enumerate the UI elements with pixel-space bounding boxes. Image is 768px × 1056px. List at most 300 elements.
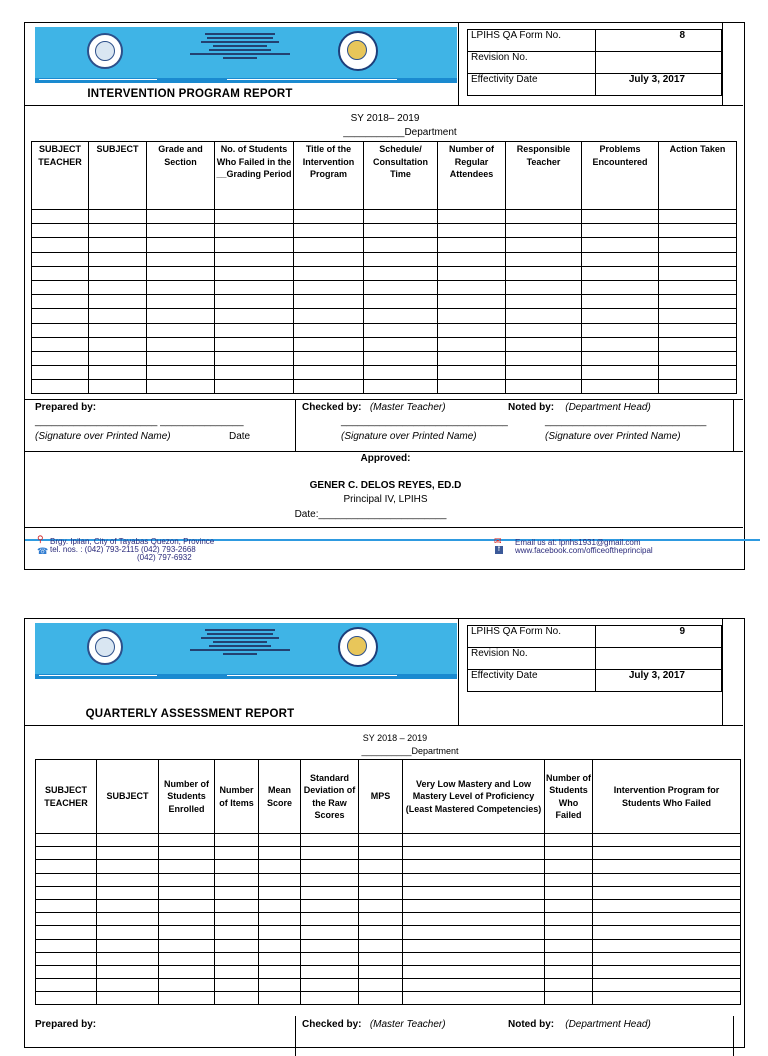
table-cell[interactable]	[403, 965, 545, 978]
school-header-banner	[35, 623, 457, 679]
table-cell[interactable]	[364, 224, 438, 238]
table-cell[interactable]	[582, 266, 659, 280]
table-cell[interactable]	[506, 238, 582, 252]
table-cell[interactable]	[215, 210, 294, 224]
table-cell[interactable]	[506, 366, 582, 380]
table-cell[interactable]	[545, 886, 593, 899]
table-cell[interactable]	[215, 834, 259, 847]
table-cell[interactable]	[545, 939, 593, 952]
table-cell[interactable]	[97, 834, 159, 847]
table-cell[interactable]	[545, 992, 593, 1005]
table-cell[interactable]	[259, 847, 301, 860]
table-cell[interactable]	[364, 309, 438, 323]
table-cell[interactable]	[294, 252, 364, 266]
table-cell[interactable]	[97, 979, 159, 992]
table-cell[interactable]	[147, 366, 215, 380]
table-cell[interactable]	[582, 210, 659, 224]
table-cell[interactable]	[506, 295, 582, 309]
table-cell[interactable]	[215, 965, 259, 978]
table-cell[interactable]	[545, 913, 593, 926]
table-cell[interactable]	[259, 952, 301, 965]
table-cell[interactable]	[159, 834, 215, 847]
table-cell[interactable]	[359, 873, 403, 886]
table-cell[interactable]	[159, 939, 215, 952]
school-tagline-right	[227, 673, 397, 679]
table-cell[interactable]	[582, 366, 659, 380]
table-cell[interactable]	[32, 266, 89, 280]
table-cell[interactable]	[159, 860, 215, 873]
table-cell[interactable]	[36, 899, 97, 912]
table-cell[interactable]	[403, 886, 545, 899]
table-cell[interactable]	[359, 926, 403, 939]
table-cell[interactable]	[32, 309, 89, 323]
table-cell[interactable]	[36, 939, 97, 952]
table-cell[interactable]	[364, 295, 438, 309]
column-header: No. of Students Who Failed in the __Grading Period	[215, 142, 294, 210]
checked-by-role: (Master Teacher)	[369, 1019, 446, 1030]
table-cell[interactable]	[32, 380, 89, 394]
table-cell[interactable]	[659, 280, 737, 294]
table-cell[interactable]	[89, 380, 147, 394]
table-cell[interactable]	[545, 979, 593, 992]
table-cell[interactable]	[147, 323, 215, 337]
column-header: Action Taken	[659, 142, 737, 210]
table-cell[interactable]	[438, 280, 506, 294]
form-title: INTERVENTION PROGRAM REPORT	[87, 88, 293, 100]
table-cell[interactable]	[403, 926, 545, 939]
table-cell[interactable]	[215, 238, 294, 252]
column-header: Grade and Section	[147, 142, 215, 210]
table-cell[interactable]	[582, 337, 659, 351]
table-cell[interactable]	[506, 380, 582, 394]
table-cell[interactable]	[147, 295, 215, 309]
table-cell[interactable]	[438, 309, 506, 323]
table-cell[interactable]	[438, 366, 506, 380]
table-cell[interactable]	[545, 952, 593, 965]
table-cell[interactable]	[301, 926, 359, 939]
table-cell[interactable]	[159, 873, 215, 886]
table-cell[interactable]	[259, 979, 301, 992]
table-cell[interactable]	[147, 252, 215, 266]
table-cell[interactable]	[438, 252, 506, 266]
table-cell[interactable]	[159, 965, 215, 978]
table-cell[interactable]	[659, 351, 737, 365]
table-cell[interactable]	[582, 224, 659, 238]
table-cell[interactable]	[259, 899, 301, 912]
approval-date-field[interactable]: Date:_______________________	[294, 509, 447, 520]
table-cell[interactable]	[593, 926, 741, 939]
table-cell[interactable]	[438, 351, 506, 365]
table-cell[interactable]	[32, 295, 89, 309]
table-cell[interactable]	[215, 992, 259, 1005]
table-cell[interactable]	[89, 238, 147, 252]
table-cell[interactable]	[32, 238, 89, 252]
table-cell[interactable]	[32, 351, 89, 365]
table-cell[interactable]	[294, 351, 364, 365]
table-cell[interactable]	[659, 295, 737, 309]
table-cell[interactable]	[36, 913, 97, 926]
table-cell[interactable]	[259, 913, 301, 926]
table-cell[interactable]	[403, 913, 545, 926]
table-cell[interactable]	[259, 886, 301, 899]
table-cell[interactable]	[593, 979, 741, 992]
table-cell[interactable]	[32, 224, 89, 238]
column-header: Problems Encountered	[582, 142, 659, 210]
table-cell[interactable]	[36, 926, 97, 939]
table-cell[interactable]	[593, 992, 741, 1005]
table-cell[interactable]	[159, 979, 215, 992]
table-cell[interactable]	[301, 992, 359, 1005]
column-header: Responsible Teacher	[506, 142, 582, 210]
table-cell[interactable]	[294, 280, 364, 294]
table-cell[interactable]	[659, 252, 737, 266]
table-cell[interactable]	[545, 926, 593, 939]
table-cell[interactable]	[659, 266, 737, 280]
table-cell[interactable]	[97, 939, 159, 952]
table-cell[interactable]	[545, 873, 593, 886]
table-cell[interactable]	[259, 873, 301, 886]
table-cell[interactable]	[89, 224, 147, 238]
table-cell[interactable]	[301, 913, 359, 926]
table-cell[interactable]	[364, 337, 438, 351]
table-cell[interactable]	[97, 860, 159, 873]
table-cell[interactable]	[506, 280, 582, 294]
table-cell[interactable]	[259, 860, 301, 873]
table-row	[32, 252, 737, 266]
noted-signature-caption: (Signature over Printed Name)	[545, 431, 681, 442]
table-cell[interactable]	[32, 323, 89, 337]
table-cell[interactable]	[89, 309, 147, 323]
table-cell[interactable]	[36, 860, 97, 873]
table-cell[interactable]	[659, 366, 737, 380]
table-cell[interactable]	[36, 834, 97, 847]
table-cell[interactable]	[438, 210, 506, 224]
table-cell[interactable]	[147, 337, 215, 351]
table-cell[interactable]	[545, 899, 593, 912]
table-cell[interactable]	[545, 847, 593, 860]
table-cell[interactable]	[89, 280, 147, 294]
table-cell[interactable]	[147, 280, 215, 294]
table-cell[interactable]	[593, 873, 741, 886]
noted-signature-line[interactable]: _____________________________	[545, 416, 707, 427]
table-cell[interactable]	[364, 210, 438, 224]
table-cell[interactable]	[215, 323, 294, 337]
checked-by-label: Checked by:	[302, 1019, 362, 1030]
table-cell[interactable]	[301, 939, 359, 952]
table-cell[interactable]	[301, 979, 359, 992]
table-cell[interactable]	[364, 366, 438, 380]
table-cell[interactable]	[259, 992, 301, 1005]
table-cell[interactable]	[301, 834, 359, 847]
table-cell[interactable]	[294, 266, 364, 280]
table-cell[interactable]	[403, 873, 545, 886]
table-row	[36, 965, 741, 978]
table-cell[interactable]	[294, 366, 364, 380]
table-cell[interactable]	[159, 847, 215, 860]
table-cell[interactable]	[438, 238, 506, 252]
table-cell[interactable]	[89, 266, 147, 280]
table-cell[interactable]	[359, 834, 403, 847]
table-cell[interactable]	[582, 351, 659, 365]
school-header-text	[185, 627, 295, 655]
table-cell[interactable]	[438, 337, 506, 351]
table-cell[interactable]	[159, 913, 215, 926]
table-cell[interactable]	[545, 965, 593, 978]
table-cell[interactable]	[215, 939, 259, 952]
table-cell[interactable]	[215, 280, 294, 294]
table-cell[interactable]	[259, 939, 301, 952]
deped-seal-logo	[87, 33, 123, 69]
table-cell[interactable]	[403, 992, 545, 1005]
table-cell[interactable]	[582, 295, 659, 309]
table-cell[interactable]	[359, 886, 403, 899]
table-cell[interactable]	[438, 380, 506, 394]
table-cell[interactable]	[364, 280, 438, 294]
table-cell[interactable]	[301, 952, 359, 965]
table-cell[interactable]	[359, 939, 403, 952]
table-cell[interactable]	[89, 210, 147, 224]
table-cell[interactable]	[593, 899, 741, 912]
table-cell[interactable]	[215, 295, 294, 309]
table-cell[interactable]	[159, 952, 215, 965]
table-cell[interactable]	[36, 979, 97, 992]
table-cell[interactable]	[159, 886, 215, 899]
table-cell[interactable]	[301, 886, 359, 899]
column-header: SUBJECT	[89, 142, 147, 210]
table-cell[interactable]	[259, 965, 301, 978]
table-cell[interactable]	[359, 952, 403, 965]
table-cell[interactable]	[506, 323, 582, 337]
table-cell[interactable]	[97, 952, 159, 965]
table-cell[interactable]	[215, 366, 294, 380]
table-cell[interactable]	[659, 380, 737, 394]
table-cell[interactable]	[593, 913, 741, 926]
department-field[interactable]: ___________Department	[343, 127, 457, 138]
prepared-by-label: Prepared by:	[35, 402, 97, 413]
checked-by-label: Checked by:	[302, 402, 362, 413]
table-cell[interactable]	[32, 210, 89, 224]
table-cell[interactable]	[364, 252, 438, 266]
table-cell[interactable]	[506, 337, 582, 351]
table-cell[interactable]	[364, 238, 438, 252]
table-cell[interactable]	[438, 266, 506, 280]
table-cell[interactable]	[582, 280, 659, 294]
table-cell[interactable]	[403, 847, 545, 860]
column-header: Mean Score	[259, 760, 301, 834]
table-row	[32, 238, 737, 252]
table-cell[interactable]	[215, 913, 259, 926]
table-cell[interactable]	[506, 224, 582, 238]
table-cell[interactable]	[89, 366, 147, 380]
footer-address: Brgy. Ipilan, City of Tayabas Quezon, Province	[50, 537, 215, 546]
table-cell[interactable]	[659, 210, 737, 224]
table-cell[interactable]	[593, 860, 741, 873]
table-cell[interactable]	[359, 913, 403, 926]
table-cell[interactable]	[97, 913, 159, 926]
table-cell[interactable]	[215, 224, 294, 238]
table-cell[interactable]	[593, 952, 741, 965]
table-cell[interactable]	[215, 380, 294, 394]
table-cell[interactable]	[36, 992, 97, 1005]
table-cell[interactable]	[301, 899, 359, 912]
table-cell[interactable]	[364, 323, 438, 337]
table-cell[interactable]	[147, 224, 215, 238]
footer-facebook[interactable]: www.facebook.com/officeoftheprincipal	[515, 546, 653, 555]
table-cell[interactable]	[97, 899, 159, 912]
table-cell[interactable]	[36, 965, 97, 978]
table-cell[interactable]	[506, 309, 582, 323]
table-cell[interactable]	[215, 886, 259, 899]
table-cell[interactable]	[36, 952, 97, 965]
table-cell[interactable]	[582, 238, 659, 252]
table-cell[interactable]	[215, 252, 294, 266]
table-cell[interactable]	[32, 280, 89, 294]
table-cell[interactable]	[438, 323, 506, 337]
table-cell[interactable]	[215, 926, 259, 939]
table-cell[interactable]	[36, 873, 97, 886]
table-row	[36, 992, 741, 1005]
table-cell[interactable]	[359, 992, 403, 1005]
table-cell[interactable]	[147, 351, 215, 365]
table-cell[interactable]	[403, 952, 545, 965]
effectivity-label: Effectivity Date	[468, 670, 596, 692]
revision-value	[595, 648, 721, 670]
table-cell[interactable]	[545, 860, 593, 873]
prepared-signature-line[interactable]: ______________________ _______________	[35, 416, 244, 427]
table-cell[interactable]	[364, 351, 438, 365]
table-cell[interactable]	[359, 899, 403, 912]
table-cell[interactable]	[294, 380, 364, 394]
table-cell[interactable]	[97, 926, 159, 939]
table-cell[interactable]	[32, 252, 89, 266]
table-row	[32, 266, 737, 280]
checked-signature-line[interactable]: ______________________________	[341, 416, 508, 427]
table-cell[interactable]	[359, 860, 403, 873]
table-cell[interactable]	[215, 873, 259, 886]
table-cell[interactable]	[301, 965, 359, 978]
table-cell[interactable]	[294, 323, 364, 337]
table-cell[interactable]	[659, 337, 737, 351]
table-cell[interactable]	[359, 847, 403, 860]
table-cell[interactable]	[215, 337, 294, 351]
column-header: Standard Deviation of the Raw Scores	[301, 760, 359, 834]
table-cell[interactable]	[215, 266, 294, 280]
table-cell[interactable]	[294, 295, 364, 309]
table-cell[interactable]	[147, 266, 215, 280]
form-title: QUARTERLY ASSESSMENT REPORT	[85, 708, 295, 720]
table-cell[interactable]	[36, 886, 97, 899]
department-field[interactable]: __________Department	[361, 746, 459, 756]
table-cell[interactable]	[593, 834, 741, 847]
table-cell[interactable]	[301, 873, 359, 886]
table-cell[interactable]	[593, 965, 741, 978]
table-cell[interactable]	[359, 965, 403, 978]
table-cell[interactable]	[97, 992, 159, 1005]
table-cell[interactable]	[159, 992, 215, 1005]
table-cell[interactable]	[32, 337, 89, 351]
table-cell[interactable]	[403, 834, 545, 847]
table-cell[interactable]	[294, 224, 364, 238]
table-cell[interactable]	[403, 860, 545, 873]
table-cell[interactable]	[403, 979, 545, 992]
table-cell[interactable]	[294, 309, 364, 323]
table-cell[interactable]	[89, 337, 147, 351]
table-cell[interactable]	[215, 309, 294, 323]
footer-email[interactable]: Email us at: lpnhs1931@gmail.com	[515, 538, 641, 547]
table-cell[interactable]	[89, 295, 147, 309]
table-cell[interactable]	[403, 899, 545, 912]
table-cell[interactable]	[359, 979, 403, 992]
table-cell[interactable]	[506, 351, 582, 365]
table-cell[interactable]	[215, 351, 294, 365]
table-cell[interactable]	[659, 238, 737, 252]
table-cell[interactable]	[582, 252, 659, 266]
table-cell[interactable]	[215, 847, 259, 860]
table-cell[interactable]	[215, 899, 259, 912]
table-cell[interactable]	[506, 252, 582, 266]
table-cell[interactable]	[97, 965, 159, 978]
table-cell[interactable]	[593, 939, 741, 952]
table-cell[interactable]	[294, 210, 364, 224]
table-cell[interactable]	[215, 860, 259, 873]
table-cell[interactable]	[159, 899, 215, 912]
table-cell[interactable]	[147, 380, 215, 394]
column-header: Schedule/ Consultation Time	[364, 142, 438, 210]
table-cell[interactable]	[294, 337, 364, 351]
table-cell[interactable]	[659, 224, 737, 238]
table-cell[interactable]	[438, 295, 506, 309]
table-cell[interactable]	[89, 351, 147, 365]
table-cell[interactable]	[506, 210, 582, 224]
table-cell[interactable]	[259, 834, 301, 847]
noted-by-role: (Department Head)	[565, 1019, 651, 1030]
form-meta-table	[467, 29, 722, 96]
table-cell[interactable]	[215, 952, 259, 965]
table-cell[interactable]	[36, 847, 97, 860]
table-cell[interactable]	[97, 886, 159, 899]
table-cell[interactable]	[506, 266, 582, 280]
table-cell[interactable]	[294, 238, 364, 252]
table-cell[interactable]	[582, 323, 659, 337]
table-row	[36, 979, 741, 992]
table-row	[32, 210, 737, 224]
table-cell[interactable]	[301, 847, 359, 860]
table-cell[interactable]	[593, 886, 741, 899]
table-cell[interactable]	[89, 323, 147, 337]
table-cell[interactable]	[215, 979, 259, 992]
table-cell[interactable]	[147, 238, 215, 252]
table-cell[interactable]	[593, 847, 741, 860]
table-cell[interactable]	[301, 860, 359, 873]
table-cell[interactable]	[97, 873, 159, 886]
table-cell[interactable]	[582, 380, 659, 394]
table-cell[interactable]	[147, 309, 215, 323]
table-cell[interactable]	[582, 309, 659, 323]
table-cell[interactable]	[545, 834, 593, 847]
table-cell[interactable]	[364, 266, 438, 280]
table-cell[interactable]	[403, 939, 545, 952]
table-cell[interactable]	[259, 926, 301, 939]
table-cell[interactable]	[438, 224, 506, 238]
table-cell[interactable]	[97, 847, 159, 860]
table-cell[interactable]	[159, 926, 215, 939]
table-cell[interactable]	[659, 309, 737, 323]
table-cell[interactable]	[147, 210, 215, 224]
table-cell[interactable]	[659, 323, 737, 337]
table-cell[interactable]	[32, 366, 89, 380]
table-cell[interactable]	[89, 252, 147, 266]
table-cell[interactable]	[364, 380, 438, 394]
